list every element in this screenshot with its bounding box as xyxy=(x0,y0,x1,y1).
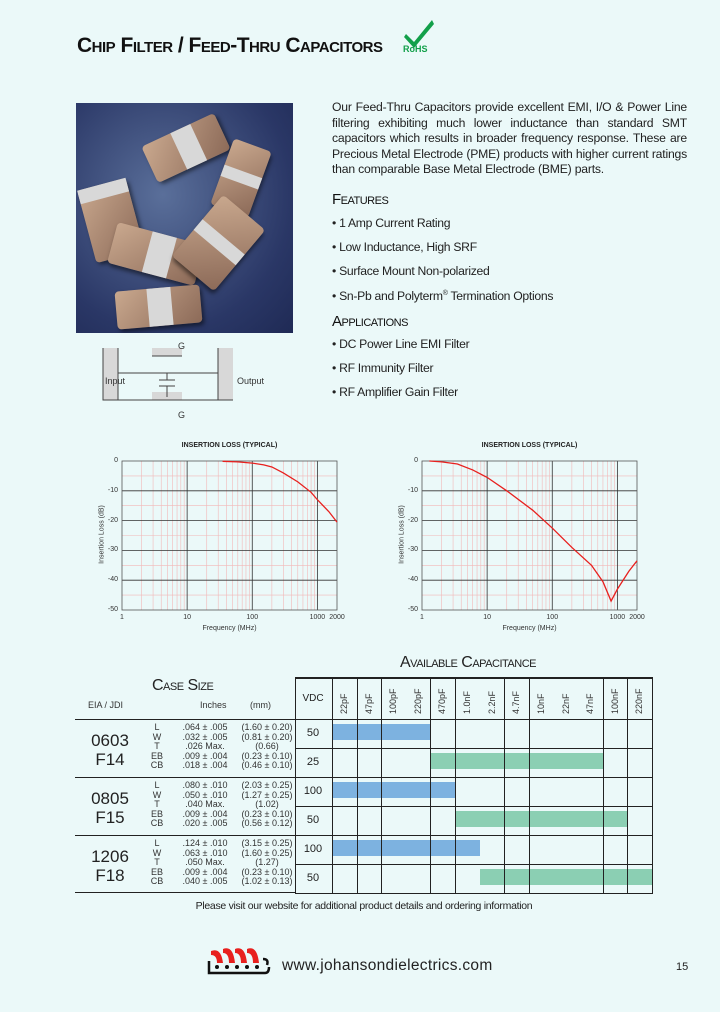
capacitance-column-header: 470pF xyxy=(437,688,448,714)
application-item: • DC Power Line EMI Filter xyxy=(332,337,469,351)
capacitance-column-header: 10nF xyxy=(535,693,546,714)
dimension-inches: .064 ± .005 .032 ± .005 .026 Max. .009 ± .004 .018 ± .004 xyxy=(182,722,228,771)
capacitance-column-header: 4.7nF xyxy=(511,690,522,714)
x-axis-label: Frequency (MHz) xyxy=(502,625,557,632)
eia-code: 0603 xyxy=(91,731,129,750)
jdi-code: F15 xyxy=(95,808,125,827)
x-tick-label: 1 xyxy=(420,614,424,621)
application-item: • RF Immunity Filter xyxy=(332,361,433,375)
vdc-value: 25 xyxy=(306,756,320,768)
capacitance-column-header: 22nF xyxy=(560,693,571,714)
eia-code: 1206 xyxy=(91,847,129,866)
y-tick-label: -50 xyxy=(107,606,118,613)
capacitance-range-bar xyxy=(332,782,455,798)
x-tick-label: 1 xyxy=(120,614,124,621)
capacitance-column-header: 47pF xyxy=(363,693,374,714)
grid-line xyxy=(381,677,382,894)
vdc-value: 50 xyxy=(306,814,320,826)
capacitance-range-bar xyxy=(480,869,652,885)
grid-line xyxy=(627,677,628,894)
diagram-output-label: Output xyxy=(237,376,265,386)
col-inches-header: Inches xyxy=(200,700,227,710)
grid-line xyxy=(357,677,358,894)
diagram-top-label: G xyxy=(178,341,186,351)
grid-line xyxy=(430,677,431,894)
vdc-header: VDC xyxy=(302,693,324,704)
x-tick-label: 1000 xyxy=(309,614,326,621)
y-tick-label: 0 xyxy=(414,457,418,464)
grid-line xyxy=(295,806,653,807)
grid-line xyxy=(504,677,505,894)
table-rule xyxy=(75,892,295,893)
jdi-code: F14 xyxy=(95,750,125,769)
website-link[interactable]: www.johansondielectrics.com xyxy=(282,957,493,974)
vdc-value: 100 xyxy=(303,785,323,797)
capacitance-column-header: 47nF xyxy=(585,693,596,714)
johanson-logo xyxy=(207,945,272,980)
page-title: Chip Filter / Feed-Thru Capacitors xyxy=(77,34,383,57)
table-rule xyxy=(75,835,295,836)
grid-line xyxy=(295,719,653,720)
capacitance-column-header: 220pF xyxy=(412,688,423,714)
grid-line xyxy=(295,777,653,778)
col-mm-header: (mm) xyxy=(250,700,271,710)
y-tick-label: -40 xyxy=(407,576,418,584)
y-tick-label: -10 xyxy=(107,486,118,494)
grid-line xyxy=(295,677,296,894)
grid-line xyxy=(295,748,653,749)
capacitance-column-header: 220nF xyxy=(634,688,645,714)
case-size-heading: Case Size xyxy=(152,677,214,694)
dimension-keys: L W T EB CB xyxy=(150,838,164,887)
capacitance-column-header: 22pF xyxy=(339,693,349,714)
grid-line xyxy=(529,677,530,894)
capacitance-column-header: 1.0nF xyxy=(462,690,473,714)
x-tick-label: 100 xyxy=(246,614,259,621)
feature-item: • 1 Amp Current Rating xyxy=(332,216,450,230)
y-tick-label: -20 xyxy=(407,516,418,524)
col-eia-header: EIA / JDI xyxy=(88,700,124,710)
page-number: 15 xyxy=(676,961,689,973)
feature-text: Termination Options xyxy=(447,289,554,303)
y-axis-label: Insertion Loss (dB) xyxy=(98,504,106,564)
y-axis-label: Insertion Loss (dB) xyxy=(398,504,406,564)
intro-paragraph: Our Feed-Thru Capacitors provide excellent EMI, I/O & Power Line filtering exhibiting much lower inductance than standard SMT capacitors which results in broader frequency response. These are Precious Metal Electrode (PME) products with higher current ratings than comparable Base Metal Electrode (BME) parts. xyxy=(332,100,687,177)
registered-mark: ® xyxy=(442,289,448,297)
capacitance-column-header: 100nF xyxy=(609,688,620,714)
capacitance-range-bar xyxy=(332,840,480,856)
jdi-code: F18 xyxy=(95,866,125,885)
feature-item: • Surface Mount Non-polarized xyxy=(332,264,489,278)
x-tick-label: 1000 xyxy=(609,614,626,621)
y-tick-label: -30 xyxy=(407,546,418,554)
insertion-loss-series xyxy=(223,461,337,522)
chart-title: INSERTION LOSS (TYPICAL) xyxy=(481,442,578,449)
table-rule xyxy=(75,719,295,720)
feature-text: Sn-Pb and Polyterm xyxy=(339,289,443,303)
table-rule xyxy=(75,777,295,778)
vdc-value: 100 xyxy=(303,843,323,855)
features-heading: Features xyxy=(332,191,389,208)
feature-item xyxy=(332,289,553,303)
x-tick-label: 2000 xyxy=(329,614,345,621)
grid-line xyxy=(332,677,333,894)
vdc-value: 50 xyxy=(306,872,320,884)
dimension-inches: .080 ± .010 .050 ± .010 .040 Max. .009 ± .004 .020 ± .005 xyxy=(182,780,228,829)
applications-heading: Applications xyxy=(332,313,408,330)
dimension-mm: (1.60 ± 0.20) (0.81 ± 0.20) (0.66) (0.23 ± 0.10) (0.46 ± 0.10) xyxy=(241,722,293,771)
x-tick-label: 10 xyxy=(483,614,492,621)
y-tick-label: -10 xyxy=(407,486,418,494)
capacitance-column-header: 2.2nF xyxy=(486,690,497,714)
capacitance-range-bar xyxy=(455,811,627,827)
y-tick-label: -40 xyxy=(107,576,118,584)
x-tick-label: 10 xyxy=(183,614,192,621)
product-photo xyxy=(76,103,293,333)
capacitance-range-bar xyxy=(430,753,602,769)
grid-line xyxy=(295,677,653,679)
y-tick-label: -50 xyxy=(407,606,418,613)
grid-line xyxy=(603,677,604,894)
dimension-keys: L W T EB CB xyxy=(150,722,164,771)
grid-line xyxy=(295,864,653,865)
grid-line xyxy=(295,835,653,836)
x-tick-label: 2000 xyxy=(629,614,645,621)
rohs-logo xyxy=(400,18,440,58)
dimension-mm: (2.03 ± 0.25) (1.27 ± 0.25) (1.02) (0.23 ± 0.10) (0.56 ± 0.12) xyxy=(241,780,293,829)
dimension-keys: L W T EB CB xyxy=(150,780,164,829)
y-tick-label: -30 xyxy=(107,546,118,554)
grid-line xyxy=(455,677,456,894)
x-tick-label: 100 xyxy=(546,614,559,621)
application-item: • RF Amplifier Gain Filter xyxy=(332,385,458,399)
dimension-inches: .124 ± .010 .063 ± .010 .050 Max. .009 ± .004 .040 ± .005 xyxy=(182,838,228,887)
chart-title: INSERTION LOSS (TYPICAL) xyxy=(181,442,278,449)
y-tick-label: -20 xyxy=(107,516,118,524)
capacitance-heading: Available Capacitance xyxy=(400,654,536,671)
rohs-label: RoHS xyxy=(403,44,428,54)
insertion-loss-chart-2 xyxy=(392,440,652,635)
insertion-loss-chart-1 xyxy=(92,440,352,635)
eia-code: 0805 xyxy=(91,789,129,808)
footer-note: Please visit our website for additional product details and ordering information xyxy=(195,900,533,912)
x-axis-label: Frequency (MHz) xyxy=(202,625,257,632)
diagram-input-label: Input xyxy=(105,376,126,386)
dimension-mm: (3.15 ± 0.25) (1.60 ± 0.25) (1.27) (0.23 ± 0.10) (1.02 ± 0.13) xyxy=(241,838,293,887)
diagram-bottom-label: G xyxy=(178,410,186,420)
vdc-value: 50 xyxy=(306,727,320,739)
y-tick-label: 0 xyxy=(114,457,118,464)
grid-line xyxy=(295,893,653,894)
grid-line xyxy=(652,677,653,894)
capacitance-column-header: 100pF xyxy=(388,688,399,714)
feature-item: • Low Inductance, High SRF xyxy=(332,240,477,254)
